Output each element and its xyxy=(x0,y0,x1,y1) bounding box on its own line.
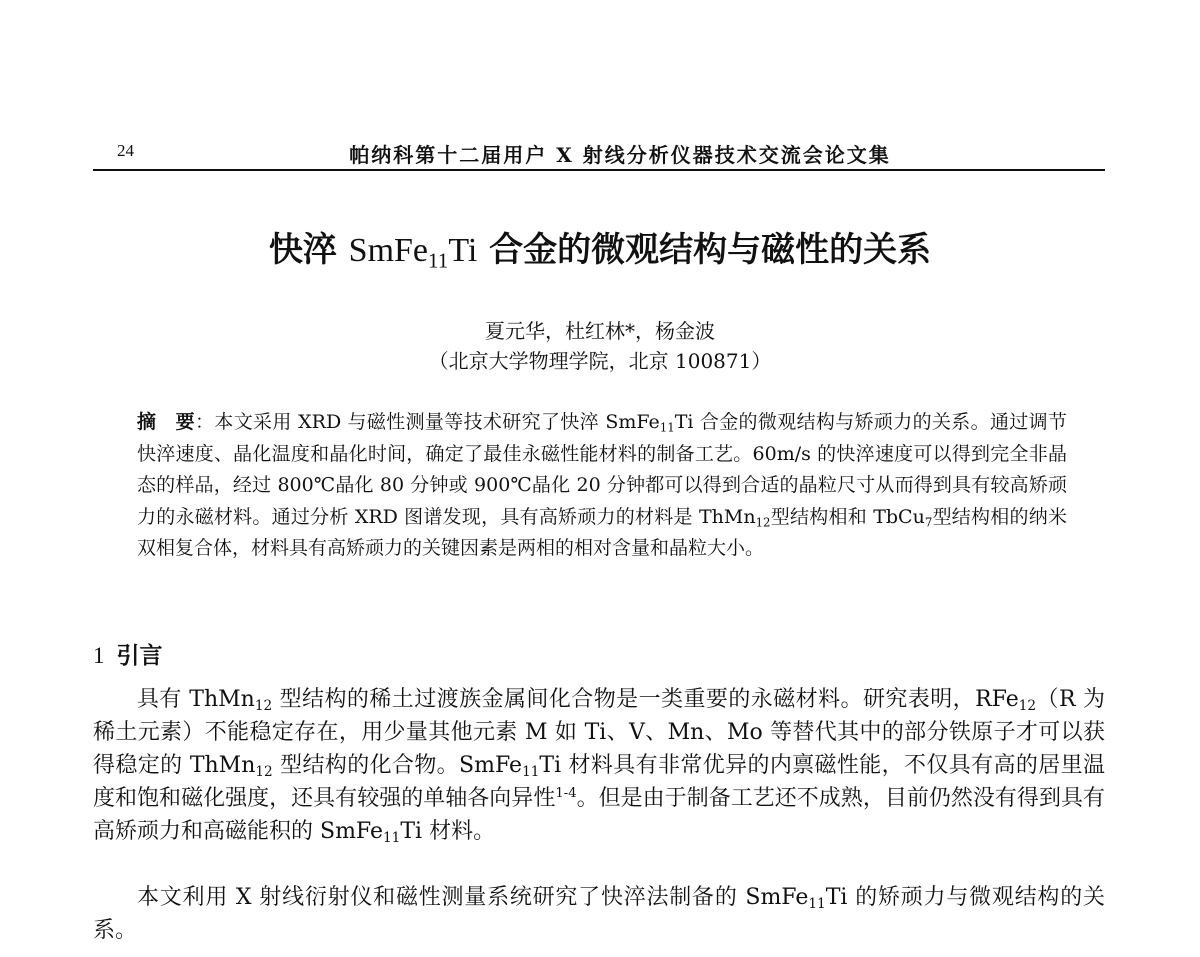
abstract-sub-2: 12 xyxy=(755,515,771,530)
intro-sub: 12 xyxy=(255,764,273,781)
running-title: 帕纳科第十二届用户 X 射线分析仪器技术交流会论文集 xyxy=(349,143,891,167)
paper-title xyxy=(0,222,1200,271)
section-title: 引言 xyxy=(116,642,163,669)
page-number: 24 xyxy=(117,141,134,160)
intro-text: 本文利用 X 射线衍射仪和磁性测量系统研究了快淬法制备的 SmFe xyxy=(137,885,809,910)
title-formula-a: SmFe xyxy=(348,232,429,269)
intro-sub: 11 xyxy=(808,896,826,913)
abstract-text-4: 型结构相的纳米双相复合体，材料具有高矫顽力的关键因素是两相的相对含量和晶粒大小。 xyxy=(137,505,1067,559)
intro-text: 具有 ThMn xyxy=(137,687,255,712)
section-number: 1 xyxy=(93,643,105,668)
intro-text: Ti 的矫顽力与微观结构的关系。 xyxy=(93,885,1105,943)
intro-text: Ti 材料。 xyxy=(400,819,496,844)
abstract-text-2: Ti 合金的微观结构与矫顽力的关系。通过调节快淬速度、晶化温度和晶化时间，确定了最佳永磁性能材料的制备工艺。60m/s 的快淬速度可以得到完全非晶态的样品，经过 800℃晶化 80 分钟或 900℃晶化 20 分钟都可以得到合适的晶粒尺寸从而得到具有较高矫顽力的永磁材料。通过分析 XRD 图谱发现，具有高矫顽力的材料是 ThMn xyxy=(137,411,1067,528)
section-heading xyxy=(93,637,163,670)
header-divider xyxy=(93,169,1105,171)
intro-sub: 11 xyxy=(522,764,540,781)
affiliation: （北京大学物理学院，北京 100871） xyxy=(428,349,772,373)
intro-text: 型结构的化合物。SmFe xyxy=(272,753,523,778)
intro-paragraph-2 xyxy=(93,881,1105,947)
intro-sub: 12 xyxy=(1018,698,1037,715)
title-suffix: 合金的微观结构与磁性的关系 xyxy=(477,230,932,270)
intro-text: （R 为稀土元素）不能稳定存在，用少量其他元素 M 如 Ti、V、Mn、Mo 等替代其中的部分铁原子才可以获得稳定的 ThMn xyxy=(93,687,1105,778)
abstract-text-1: ：本文采用 XRD 与磁性测量等技术研究了快淬 SmFe xyxy=(195,411,660,433)
authors: 夏元华，杜红林*，杨金波 xyxy=(485,319,715,343)
intro-sub: 12 xyxy=(254,698,273,715)
title-formula-b: Ti xyxy=(448,232,478,269)
intro-text: Ti 材料具有非常优异的内禀磁性能，不仅具有高的居里温度和饱和磁化强度，还具有较强的单轴各向异性 xyxy=(93,753,1105,811)
abstract xyxy=(137,407,1067,565)
title-formula xyxy=(348,232,478,273)
intro-text: 型结构的稀土过渡族金属间化合物是一类重要的永磁材料。研究表明，RFe xyxy=(272,687,1019,712)
citation-ref: 1-4 xyxy=(555,786,577,802)
intro-sub: 11 xyxy=(383,830,401,847)
intro-paragraph-1 xyxy=(93,683,1105,848)
abstract-sub-3: 7 xyxy=(924,515,933,530)
abstract-sub-1: 11 xyxy=(659,420,675,435)
intro-text: 。但是由于制备工艺还不成熟，目前仍然没有得到具有高矫顽力和高磁能积的 SmFe xyxy=(93,786,1105,844)
title-prefix: 快淬 xyxy=(268,230,349,270)
abstract-text-3: 型结构相和 TbCu xyxy=(770,505,925,528)
title-formula-sub: 11 xyxy=(428,248,449,273)
abstract-label: 摘 要 xyxy=(137,411,196,433)
